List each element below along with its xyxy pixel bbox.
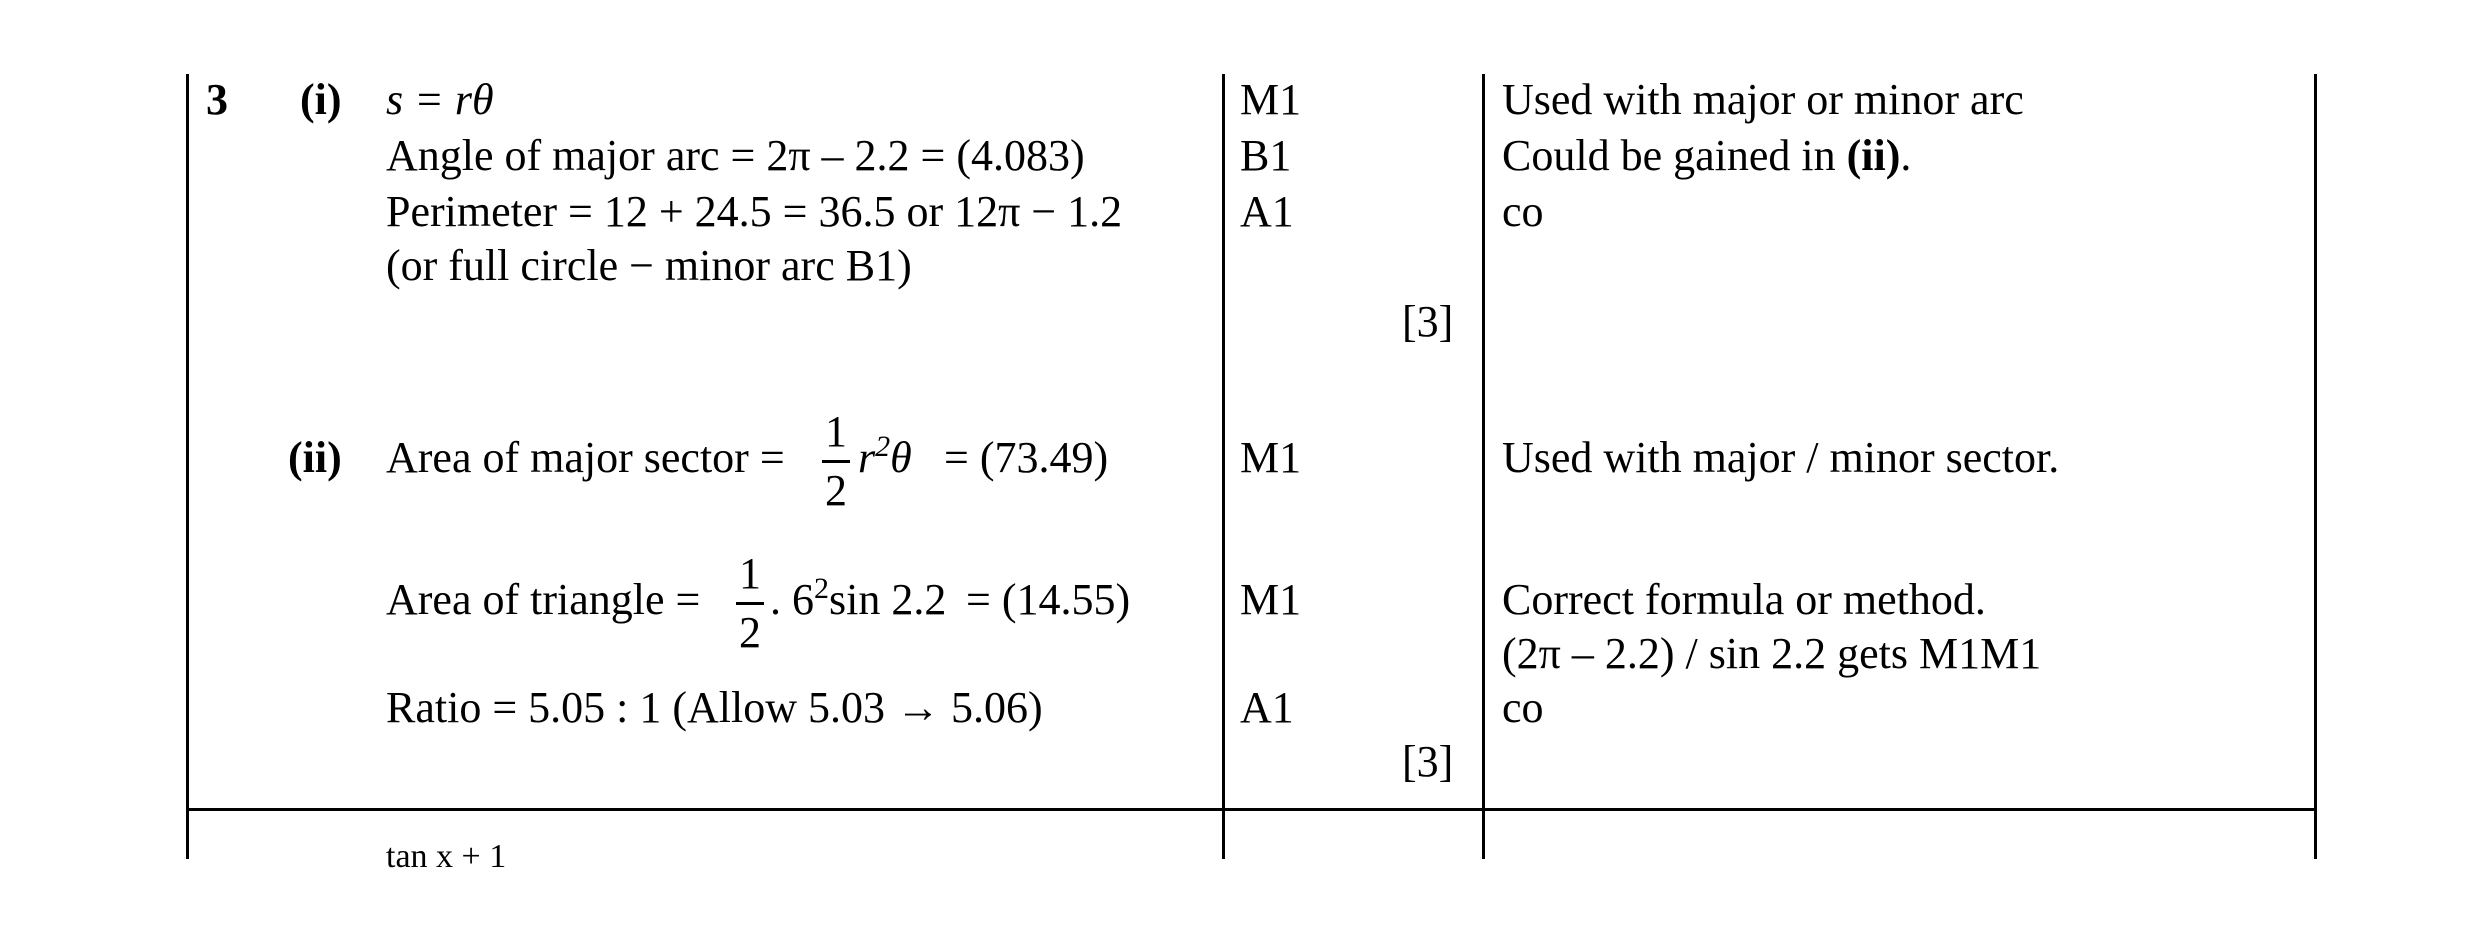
note-alternative-method: (2π – 2.2) / sin 2.2 gets M1M1 (1502, 629, 2042, 678)
fraction-numerator: 1 (739, 549, 761, 598)
working-line-perimeter: Perimeter = 12 + 24.5 = 36.5 or 12π − 1.2 (386, 187, 1123, 236)
sector-expr-exponent: 2 (875, 430, 891, 463)
working-line-ratio: Ratio = 5.05 : 1 (Allow 5.03 → 5.06) (386, 683, 1043, 732)
next-row-partial-text: tan x + 1 (386, 838, 507, 875)
mark-m1-triangle: M1 (1240, 575, 1302, 624)
note-arc: Used with major or minor arc (1502, 75, 2024, 124)
working-line-major-angle: Angle of major arc = 2π – 2.2 = (4.083) (386, 131, 1085, 180)
mark-m1-arc: M1 (1240, 75, 1302, 124)
triangle-expression (770, 572, 947, 624)
mark-a1-ratio: A1 (1240, 683, 1294, 732)
note-co-perimeter: co (1502, 187, 1544, 236)
mark-m1-sector: M1 (1240, 433, 1302, 482)
working-line-sector-prefix: Area of major sector = (386, 433, 785, 482)
table-left-border (186, 74, 189, 859)
note-gained-part: (ii) (1846, 131, 1901, 180)
question-number: 3 (206, 75, 228, 124)
working-line-alternative: (or full circle − minor arc B1) (386, 241, 912, 290)
note-gained-prefix: Could be gained in (1502, 131, 1836, 180)
table-divider-marks (1222, 74, 1225, 859)
sector-expr-tail: θ (890, 433, 912, 482)
fraction-numerator: 1 (825, 407, 847, 456)
triangle-expr-exponent: 2 (814, 572, 829, 605)
triangle-expr-base: . 6 (770, 575, 814, 624)
sector-expr-base: r (858, 433, 876, 482)
part-ii-total: [3] (1402, 737, 1454, 786)
working-line-sector-result: = (73.49) (944, 433, 1109, 482)
note-correct-formula: Correct formula or method. (1502, 575, 1986, 624)
fraction-denominator: 2 (825, 466, 847, 515)
mark-a1-perimeter: A1 (1240, 187, 1294, 236)
table-right-border (2314, 74, 2317, 859)
table-divider-notes (1482, 74, 1485, 859)
part-label-ii: (ii) (288, 433, 342, 482)
note-gained-period: . (1900, 131, 1912, 180)
note-sector: Used with major / minor sector. (1502, 433, 2060, 482)
sector-expression (858, 430, 912, 482)
triangle-expr-tail: sin 2.2 (829, 575, 947, 624)
working-line-triangle-result: = (14.55) (966, 575, 1131, 624)
table-row-separator (186, 808, 2317, 811)
note-gained-in-ii (1502, 131, 1912, 180)
working-line-triangle-prefix: Area of triangle = (386, 575, 701, 624)
part-i-total: [3] (1402, 297, 1454, 346)
part-label-i: (i) (300, 75, 342, 124)
mark-b1-angle: B1 (1240, 131, 1292, 180)
working-line-arc-formula: s = rθ (386, 75, 494, 124)
fraction-half-sector (818, 407, 854, 515)
note-co-ratio: co (1502, 683, 1544, 732)
fraction-half-triangle (732, 549, 768, 657)
fraction-denominator: 2 (739, 608, 761, 657)
fraction-bar (822, 460, 850, 463)
fraction-bar (736, 602, 764, 605)
